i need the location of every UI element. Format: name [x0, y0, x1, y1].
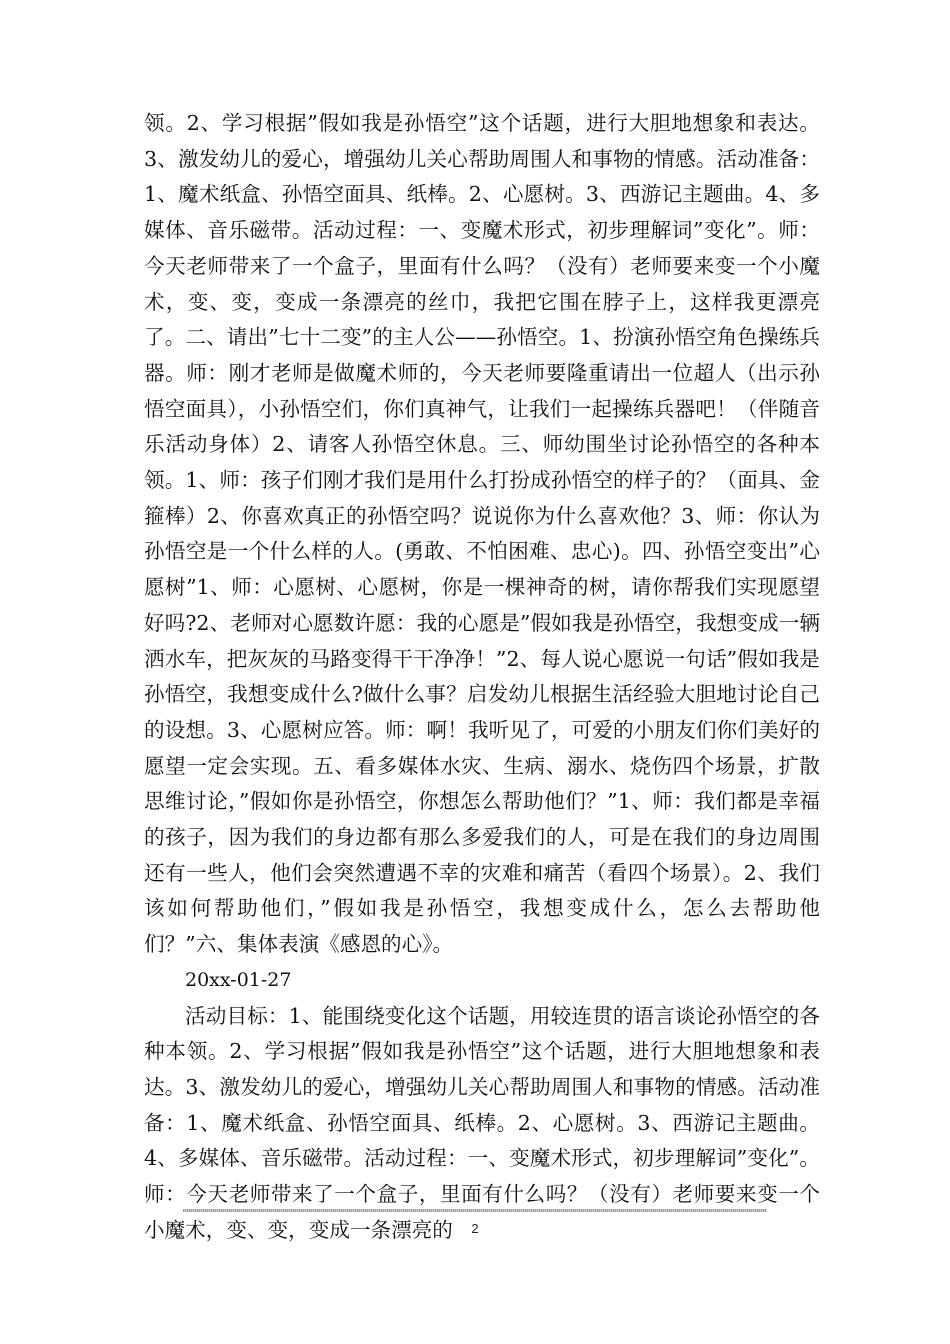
date-line: 20xx-01-27: [185, 968, 292, 991]
footer-divider: [183, 1209, 767, 1212]
paragraph-activity-goals: 活动目标：1、能围绕变化这个话题，用较连贯的语言谈论孙悟空的各种本领。2、学习根据”假如我是孙悟空”这个话题，进行大胆地想象和表达。3、激发幼儿的爱心，增强幼儿关心帮助周围人和事物的情感。活动准备：1、魔术纸盒、孙悟空面具、纸棒。2、心愿树。3、西游记主题曲。4、多媒体、音乐磁带。活动过程：一、变魔术形式，初步理解词”变化”。师：今天老师带来了一个盒子，里面有什么吗？（没有）老师要来变一个小魔术，变、变，变成一条漂亮的: [144, 1003, 820, 1242]
page-content: [144, 106, 820, 1249]
paragraph-continued: 领。2、学习根据”假如我是孙悟空”这个话题，进行大胆地想象和表达。3、激发幼儿的爱心，增强幼儿关心帮助周围人和事物的情感。活动准备：1、魔术纸盒、孙悟空面具、纸棒。2、心愿树。3、西游记主题曲。4、多媒体、音乐磁带。活动过程：一、变魔术形式，初步理解词”变化”。师：今天老师带来了一个盒子，里面有什么吗？（没有）老师要来变一个小魔术，变、变，变成一条漂亮的丝巾，我把它围在脖子上，这样我更漂亮了。二、请出”七十二变”的主人公——孙悟空。1、扮演孙悟空角色操练兵器。师：刚才老师是做魔术师的，今天老师要隆重请出一位超人（出示孙悟空面具），小孙悟空们，你们真神气，让我们一起操练兵器吧！（伴随音乐活动身体）2、请客人孙悟空休息。三、师幼围坐讨论孙悟空的各种本领。1、师：孩子们刚才我们是用什么打扮成孙悟空的样子的？（面具、金箍棒）2、你喜欢真正的孙悟空吗？说说你为什么喜欢他？3、师：你认为孙悟空是一个什么样的人。(勇敢、不怕困难、忠心)。四、孙悟空变出”心愿树”1、师：心愿树、心愿树，你是一棵神奇的树，请你帮我们实现愿望好吗?2、老师对心愿数许愿：我的心愿是”假如我是孙悟空，我想变成一辆洒水车，把灰灰的马路变得干干净净！”2、每人说心愿说一句话”假如我是孙悟空，我想变成什么?做什么事？启发幼儿根据生活经验大胆地讨论自己的设想。3、心愿树应答。师：啊！我听见了，可爱的小朋友们你们美好的愿望一定会实现。五、看多媒体水灾、生病、溺水、烧伤四个场景，扩散思维讨论，”假如你是孙悟空，你想怎么帮助他们？”1、师：我们都是幸福的孩子，因为我们的身边都有那么多爱我们的人，可是在我们的身边周围还有一些人，他们会突然遭遇不幸的灾难和痛苦（看四个场景）。2、我们该如何帮助他们，”假如我是孙悟空，我想变成什么，怎么去帮助他们？”六、集体表演《感恩的心》。: [144, 111, 820, 957]
page-number: 2: [471, 1221, 479, 1236]
